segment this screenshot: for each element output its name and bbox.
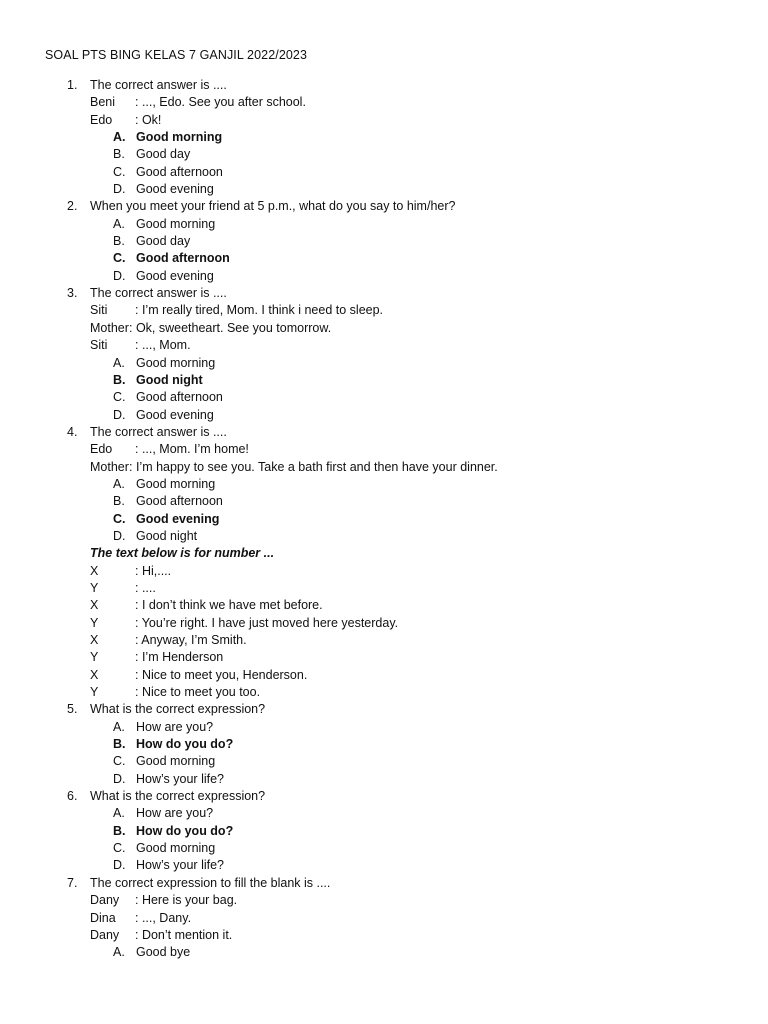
dialogue-line <box>67 667 747 684</box>
dialogue-line <box>67 441 747 458</box>
option-text: How are you? <box>136 806 214 821</box>
instruction-line <box>67 545 747 562</box>
dialogue-line <box>67 615 747 632</box>
answer-option <box>67 736 747 753</box>
question-text: The correct expression to fill the blank is .... <box>90 875 331 890</box>
dialogue-text: : Don’t mention it. <box>135 927 233 942</box>
dialogue-line <box>67 684 747 701</box>
option-letter: B. <box>113 494 125 509</box>
option-letter: C. <box>113 251 126 266</box>
answer-option <box>67 389 747 406</box>
answer-option <box>67 216 747 233</box>
question-text: What is the correct expression? <box>90 789 266 804</box>
dialogue-text: : I’m happy to see you. Take a bath first and then have your dinner. <box>129 459 498 474</box>
option-text: Good day <box>136 147 191 162</box>
option-letter: B. <box>113 372 126 387</box>
dialogue-line <box>67 580 747 597</box>
option-text: Good morning <box>136 754 216 769</box>
dialogue-line <box>67 927 747 944</box>
option-letter: A. <box>113 130 126 145</box>
dialogue-speaker: Dany <box>90 893 120 908</box>
dialogue-speaker: Edo <box>90 112 113 127</box>
dialogue-text: : Here is your bag. <box>135 893 238 908</box>
dialogue-text: : Ok, sweetheart. See you tomorrow. <box>129 320 332 335</box>
answer-option <box>67 944 747 961</box>
question-number: 5. <box>67 702 78 717</box>
answer-option <box>67 250 747 267</box>
answer-option <box>67 233 747 250</box>
answer-option <box>67 129 747 146</box>
option-text: Good night <box>136 372 203 387</box>
dialogue-text: : ..., Mom. <box>135 338 191 353</box>
question-text: The correct answer is .... <box>90 78 227 92</box>
question-number: 4. <box>67 424 78 439</box>
question-text: What is the correct expression? <box>90 702 266 717</box>
dialogue-text: : Hi,.... <box>135 563 172 578</box>
option-text: Good morning <box>136 355 216 370</box>
dialogue-text: : Nice to meet you too. <box>135 685 261 700</box>
question-line <box>67 701 747 718</box>
question-number: 6. <box>67 789 78 804</box>
option-text: Good evening <box>136 407 214 422</box>
dialogue-line <box>67 337 747 354</box>
dialogue-line <box>67 112 747 129</box>
question-line <box>67 198 747 215</box>
question-line <box>67 77 747 94</box>
option-letter: B. <box>113 737 126 752</box>
answer-option <box>67 805 747 822</box>
option-letter: B. <box>113 234 125 249</box>
option-text: Good afternoon <box>136 251 230 266</box>
answer-option <box>67 528 747 545</box>
dialogue-text: : You’re right. I have just moved here yesterday. <box>135 615 399 630</box>
option-text: Good evening <box>136 182 214 197</box>
dialogue-line <box>67 563 747 580</box>
dialogue-line <box>67 459 747 476</box>
question-list <box>67 77 747 962</box>
option-text: Good evening <box>136 268 214 283</box>
answer-option <box>67 407 747 424</box>
answer-option <box>67 511 747 528</box>
option-letter: B. <box>113 823 126 838</box>
answer-option <box>67 771 747 788</box>
option-text: How do you do? <box>136 823 234 838</box>
answer-option <box>67 146 747 163</box>
dialogue-speaker: Y <box>90 685 99 700</box>
question-line <box>67 424 747 441</box>
option-text: Good bye <box>136 945 191 960</box>
answer-option <box>67 493 747 510</box>
dialogue-text: : .... <box>135 580 156 595</box>
dialogue-speaker: Y <box>90 650 99 665</box>
option-letter: D. <box>113 268 126 283</box>
dialogue-line <box>67 632 747 649</box>
dialogue-speaker: X <box>90 633 99 647</box>
dialogue-speaker: X <box>90 598 99 613</box>
dialogue-speaker: Siti <box>90 303 108 318</box>
dialogue-text: : Anyway, I’m Smith. <box>135 633 247 647</box>
option-text: Good afternoon <box>136 390 223 405</box>
option-letter: B. <box>113 147 125 162</box>
option-text: Good evening <box>136 511 220 526</box>
question-number: 1. <box>67 78 78 92</box>
answer-option <box>67 181 747 198</box>
question-number: 2. <box>67 199 78 214</box>
answer-option <box>67 719 747 736</box>
question-number: 3. <box>67 286 78 301</box>
dialogue-speaker: Mother <box>90 459 129 474</box>
dialogue-text: : I don’t think we have met before. <box>135 598 323 613</box>
option-letter: D. <box>113 858 126 873</box>
option-letter: C. <box>113 164 126 179</box>
option-letter: D. <box>113 407 126 422</box>
answer-option <box>67 372 747 389</box>
dialogue-text: : ..., Edo. See you after school. <box>135 95 306 110</box>
option-text: Good day <box>136 234 191 249</box>
question-line <box>67 875 747 892</box>
question-line <box>67 788 747 805</box>
question-number: 7. <box>67 875 78 890</box>
option-letter: A. <box>113 355 125 370</box>
option-text: How are you? <box>136 719 214 734</box>
document-title: SOAL PTS BING KELAS 7 GANJIL 2022/2023 <box>45 48 308 62</box>
dialogue-speaker: Mother <box>90 320 129 335</box>
option-letter: C. <box>113 841 126 856</box>
dialogue-speaker: Beni <box>90 95 116 110</box>
option-text: Good afternoon <box>136 494 223 509</box>
dialogue-text: : I’m Henderson <box>135 650 224 665</box>
option-text: Good morning <box>136 130 223 145</box>
option-letter: D. <box>113 528 126 543</box>
option-letter: A. <box>113 945 125 960</box>
dialogue-speaker: X <box>90 563 99 578</box>
dialogue-text: : I’m really tired, Mom. I think i need to sleep. <box>135 303 384 318</box>
dialogue-line <box>67 597 747 614</box>
option-text: Good morning <box>136 476 216 491</box>
option-letter: D. <box>113 771 126 786</box>
dialogue-speaker: X <box>90 667 99 682</box>
option-letter: C. <box>113 511 126 526</box>
option-letter: C. <box>113 754 126 769</box>
option-text: How do you do? <box>136 737 234 752</box>
dialogue-line <box>67 320 747 337</box>
option-letter: D. <box>113 182 126 197</box>
question-text: When you meet your friend at 5 p.m., what do you say to him/her? <box>90 199 456 214</box>
dialogue-text: : Nice to meet you, Henderson. <box>135 667 308 682</box>
option-text: Good afternoon <box>136 164 223 179</box>
option-letter: A. <box>113 719 125 734</box>
dialogue-text: : ..., Dany. <box>135 910 192 925</box>
dialogue-speaker: Dina <box>90 910 116 925</box>
answer-option <box>67 857 747 874</box>
option-letter: A. <box>113 806 125 821</box>
option-letter: A. <box>113 476 125 491</box>
answer-option <box>67 268 747 285</box>
option-letter: A. <box>113 216 125 231</box>
dialogue-line <box>67 649 747 666</box>
dialogue-speaker: Dany <box>90 927 120 942</box>
dialogue-text: : ..., Mom. I’m home! <box>135 442 249 457</box>
answer-option <box>67 355 747 372</box>
question-text: The correct answer is .... <box>90 424 227 439</box>
answer-option <box>67 753 747 770</box>
dialogue-line <box>67 94 747 111</box>
dialogue-speaker: Y <box>90 580 99 595</box>
answer-option <box>67 164 747 181</box>
option-text: Good morning <box>136 216 216 231</box>
option-text: Good morning <box>136 841 216 856</box>
answer-option <box>67 823 747 840</box>
answer-option <box>67 476 747 493</box>
answer-option <box>67 840 747 857</box>
dialogue-line <box>67 892 747 909</box>
option-letter: C. <box>113 390 126 405</box>
dialogue-speaker: Siti <box>90 338 108 353</box>
option-text: How’s your life? <box>136 858 225 873</box>
question-line <box>67 285 747 302</box>
question-text: The correct answer is .... <box>90 286 227 301</box>
dialogue-speaker: Edo <box>90 442 113 457</box>
dialogue-text: : Ok! <box>135 112 162 127</box>
option-text: Good night <box>136 528 198 543</box>
option-text: How’s your life? <box>136 771 225 786</box>
dialogue-speaker: Y <box>90 615 99 630</box>
dialogue-line <box>67 910 747 927</box>
dialogue-line <box>67 302 747 319</box>
instruction-text: The text below is for number ... <box>90 546 275 561</box>
